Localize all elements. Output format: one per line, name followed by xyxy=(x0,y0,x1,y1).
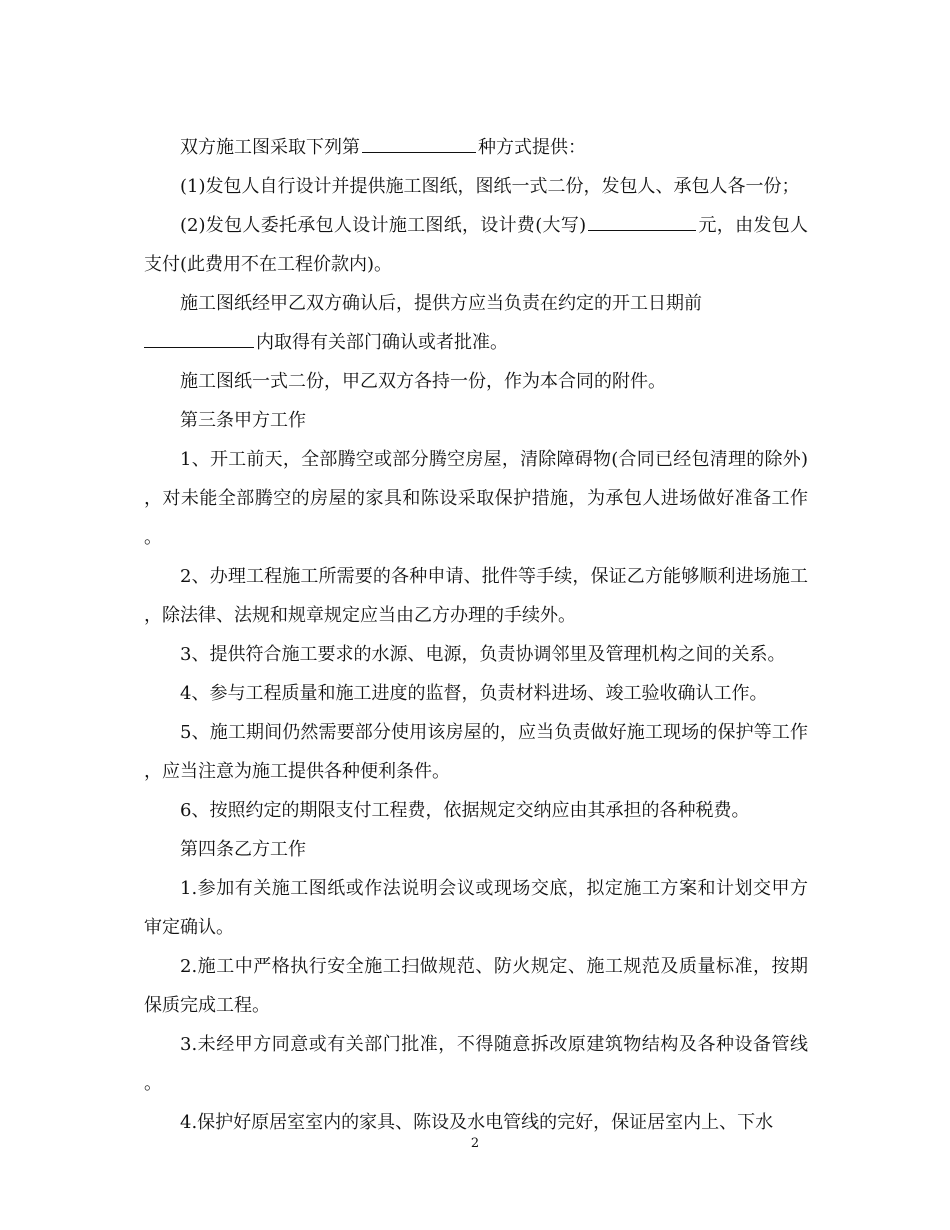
paragraph-option-2 xyxy=(144,206,808,284)
fill-in-blank-design-fee[interactable] xyxy=(588,208,696,231)
paragraph-text: 内取得有关部门确认或者批准。 xyxy=(256,332,508,353)
list-item-party-a-1: 1、开工前天，全部腾空或部分腾空房屋，清除障碍物(合同已经包清理的除外)，对未能全部腾空的房屋的家具和陈设采取保护措施，为承包人进场做好准备工作。 xyxy=(144,449,808,548)
list-item-party-a-3: 3、提供符合施工要求的水源、电源，负责协调邻里及管理机构之间的关系。 xyxy=(180,644,786,665)
section-heading-party-b: 第四条乙方工作 xyxy=(180,839,306,860)
paragraph-text: 双方施工图采取下列第 xyxy=(180,137,360,158)
list-item-party-a-5: 5、施工期间仍然需要部分使用该房屋的，应当负责做好施工现场的保护等工作，应当注意为施工提供各种便利条件。 xyxy=(144,722,808,782)
fill-in-blank-deadline[interactable] xyxy=(144,325,254,348)
paragraph-drawing-copies: 施工图纸一式二份，甲乙双方各持一份，作为本合同的附件。 xyxy=(180,371,666,392)
section-heading-party-a: 第三条甲方工作 xyxy=(180,410,306,431)
page-number: 2 xyxy=(470,1136,480,1151)
paragraph-text: 种方式提供： xyxy=(478,137,586,158)
document-body xyxy=(144,128,808,1142)
paragraph-drawing-method xyxy=(144,128,808,167)
paragraph-text: 元，由发包人支付(此费用不在工程价款内)。 xyxy=(144,215,808,275)
list-item-party-b-3: 3.未经甲方同意或有关部门批准，不得随意拆改原建筑物结构及各种设备管线。 xyxy=(144,1034,808,1094)
fill-in-blank-method-number[interactable] xyxy=(362,130,476,153)
list-item-party-b-1: 1.参加有关施工图纸或作法说明会议或现场交底，拟定施工方案和计划交甲方审定确认。 xyxy=(144,878,808,938)
list-item-party-b-4: 4.保护好原居室室内的家具、陈设及水电管线的完好，保证居室内上、下水 xyxy=(180,1112,774,1133)
list-item-party-a-4: 4、参与工程质量和施工进度的监督，负责材料进场、竣工验收确认工作。 xyxy=(180,683,768,704)
paragraph-approval-deadline xyxy=(144,323,808,362)
list-item-party-a-6: 6、按照约定的期限支付工程费，依据规定交纳应由其承担的各种税费。 xyxy=(180,800,750,821)
list-item-party-b-2: 2.施工中严格执行安全施工扫做规范、防火规定、施工规范及质量标准，按期保质完成工程。 xyxy=(144,956,808,1016)
paragraph-drawing-confirmation: 施工图纸经甲乙双方确认后，提供方应当负责在约定的开工日期前 xyxy=(180,293,702,314)
list-item-party-a-2: 2、办理工程施工所需要的各种申请、批件等手续，保证乙方能够顺利进场施工，除法律、法规和规章规定应当由乙方办理的手续外。 xyxy=(144,566,808,626)
paragraph-text: (2)发包人委托承包人设计施工图纸，设计费(大写) xyxy=(180,215,587,236)
paragraph-option-1: (1)发包人自行设计并提供施工图纸，图纸一式二份，发包人、承包人各一份； xyxy=(180,176,800,197)
